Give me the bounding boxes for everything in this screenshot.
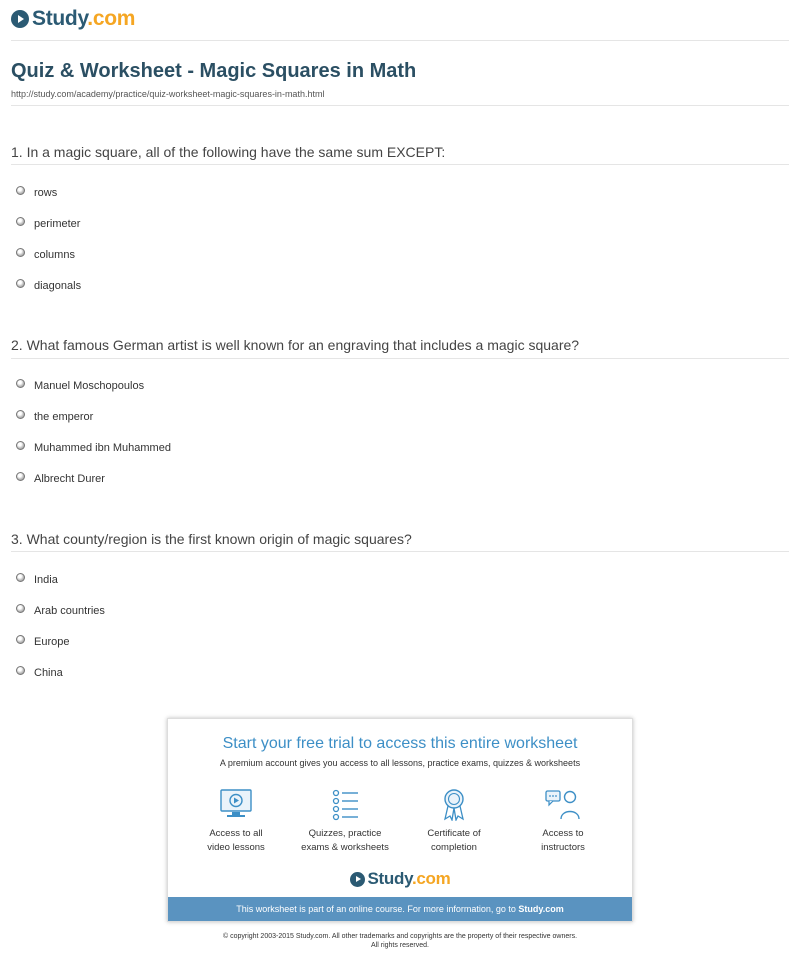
- answer-option[interactable]: [16, 442, 171, 454]
- feature-line: instructors: [541, 842, 585, 853]
- feature-line: completion: [431, 842, 477, 853]
- option-label: rows: [34, 187, 58, 199]
- question-3: 3. What county/region is the first known origin of magic squares?: [11, 531, 412, 547]
- logo-text: Study.com: [32, 7, 136, 30]
- question-2: 2. What famous German artist is well known for an engraving that includes a magic square?: [11, 337, 580, 353]
- copyright-line: © copyright 2003-2015 Study.com. All other trademarks and copyrights are the property of their respective owners.: [222, 933, 578, 940]
- option-label: Arab countries: [34, 605, 105, 617]
- study-link[interactable]: Study.com: [518, 904, 564, 914]
- radio-button-icon[interactable]: [16, 604, 25, 613]
- course-info-bar: [168, 897, 632, 921]
- promo-study-logo[interactable]: [168, 869, 632, 889]
- feature-line: Certificate of: [427, 828, 481, 839]
- promo-title[interactable]: Start your free trial to access this entire worksheet: [222, 735, 578, 752]
- radio-button-icon[interactable]: [16, 410, 25, 419]
- question-divider: [11, 551, 789, 552]
- radio-button-icon[interactable]: [16, 186, 25, 195]
- answer-option[interactable]: [16, 473, 105, 485]
- page-url: http://study.com/academy/practice/quiz-worksheet-magic-squares-in-math.html: [11, 89, 325, 99]
- answer-option[interactable]: [16, 280, 81, 292]
- quiz-list-icon: [327, 787, 363, 821]
- answer-option[interactable]: [16, 187, 57, 199]
- instructor-icon: [543, 787, 583, 821]
- course-info-text: This worksheet is part of an online course. For more information, go to: [236, 904, 519, 914]
- radio-button-icon[interactable]: [16, 379, 25, 388]
- question-1: 1. In a magic square, all of the following have the same sum EXCEPT:: [11, 144, 446, 160]
- feature-quizzes: [290, 787, 400, 855]
- answer-option[interactable]: [16, 218, 80, 230]
- option-label: Europe: [34, 636, 70, 648]
- copyright-footer: [0, 932, 800, 950]
- answer-option[interactable]: [16, 605, 105, 617]
- feature-line: video lessons: [207, 842, 265, 853]
- question-divider: [11, 358, 789, 359]
- feature-line: Access to all: [209, 828, 263, 839]
- feature-video-lessons: [181, 787, 291, 855]
- answer-option[interactable]: [16, 380, 144, 392]
- free-trial-promo: [167, 718, 633, 922]
- radio-button-icon[interactable]: [16, 666, 25, 675]
- certificate-icon: [436, 787, 472, 821]
- feature-line: Quizzes, practice: [308, 828, 382, 839]
- feature-line: Access to: [542, 828, 584, 839]
- option-label: the emperor: [34, 411, 94, 423]
- radio-button-icon[interactable]: [16, 279, 25, 288]
- answer-option[interactable]: [16, 411, 93, 423]
- feature-certificate: [399, 787, 509, 855]
- radio-button-icon[interactable]: [16, 248, 25, 257]
- option-label: India: [34, 574, 58, 586]
- answer-option[interactable]: [16, 249, 75, 261]
- radio-button-icon[interactable]: [16, 573, 25, 582]
- play-logo-icon: [11, 10, 29, 28]
- title-divider: [11, 105, 789, 106]
- page-title: Quiz & Worksheet - Magic Squares in Math: [11, 60, 417, 82]
- option-label: diagonals: [34, 280, 82, 292]
- option-label: Albrecht Durer: [34, 473, 105, 485]
- rights-line: All rights reserved.: [371, 942, 429, 949]
- video-lesson-icon: [218, 787, 254, 821]
- feature-instructors: [508, 787, 618, 855]
- answer-option[interactable]: [16, 667, 63, 679]
- logo-text: Study.com: [367, 869, 451, 888]
- play-logo-icon: [350, 872, 365, 887]
- radio-button-icon[interactable]: [16, 217, 25, 226]
- answer-option[interactable]: [16, 574, 58, 586]
- header-divider: [11, 40, 789, 41]
- study-logo[interactable]: [11, 7, 135, 31]
- feature-line: exams & worksheets: [301, 842, 389, 853]
- option-label: Manuel Moschopoulos: [34, 380, 145, 392]
- radio-button-icon[interactable]: [16, 635, 25, 644]
- option-label: columns: [34, 249, 75, 261]
- radio-button-icon[interactable]: [16, 472, 25, 481]
- answer-option[interactable]: [16, 636, 69, 648]
- promo-subtitle: A premium account gives you access to all lessons, practice exams, quizzes & worksheets: [219, 758, 581, 768]
- question-divider: [11, 164, 789, 165]
- option-label: Muhammed ibn Muhammed: [34, 442, 171, 454]
- option-label: China: [34, 667, 63, 679]
- radio-button-icon[interactable]: [16, 441, 25, 450]
- option-label: perimeter: [34, 218, 81, 230]
